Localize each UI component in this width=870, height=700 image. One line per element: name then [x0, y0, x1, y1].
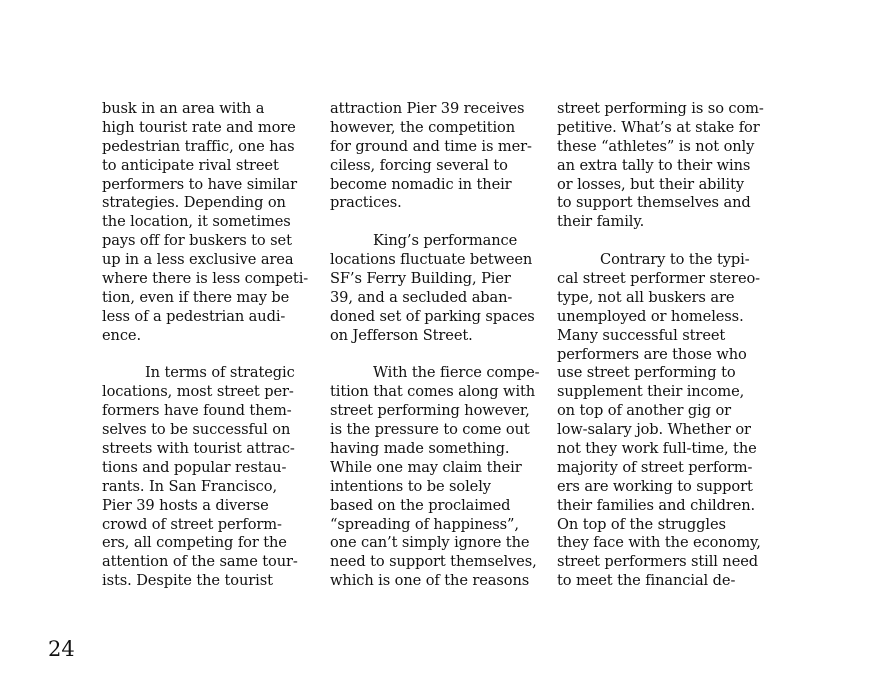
- text-line: Contrary to the typi-: [600, 251, 750, 269]
- text-line: rants. In San Francisco,: [102, 477, 277, 495]
- text-line: pedestrian traffic, one has: [102, 137, 295, 155]
- paragraph: [557, 251, 771, 591]
- text-line: on Jefferson Street.: [330, 326, 473, 344]
- text-line: ers are working to support: [557, 477, 753, 495]
- text-line: is the pressure to come out: [330, 421, 530, 439]
- text-line: With the fierce compe-: [373, 364, 540, 382]
- text-line: to support themselves and: [557, 194, 751, 212]
- text-line: King’s performance: [373, 232, 518, 250]
- text-line: petitive. What’s at stake for: [557, 118, 760, 136]
- paragraph-gap: [330, 213, 544, 232]
- text-line: unemployed or homeless.: [557, 307, 744, 325]
- paragraph-gap: [330, 346, 544, 365]
- paragraph: [330, 364, 544, 591]
- text-line: these “athletes” is not only: [557, 137, 755, 155]
- text-line: their families and children.: [557, 496, 756, 514]
- text-line: become nomadic in their: [330, 175, 512, 193]
- text-line: ers, all competing for the: [102, 534, 287, 552]
- paragraph-gap: [102, 346, 316, 365]
- text-line: performers to have similar: [102, 175, 298, 193]
- text-line: ciless, forcing several to: [330, 156, 508, 174]
- text-line: street performing however,: [330, 402, 530, 420]
- text-line: where there is less competi-: [102, 270, 309, 288]
- text-line: based on the proclaimed: [330, 496, 511, 514]
- paragraph: [557, 100, 771, 232]
- text-line: need to support themselves,: [330, 553, 537, 571]
- text-line: selves to be successful on: [102, 421, 291, 439]
- paragraph: [330, 100, 544, 213]
- text-line: one can’t simply ignore the: [330, 534, 530, 552]
- text-line: an extra tally to their wins: [557, 156, 751, 174]
- text-line: they face with the economy,: [557, 534, 761, 552]
- text-line: or losses, but their ability: [557, 175, 745, 193]
- text-line: intentions to be solely: [330, 477, 491, 495]
- text-line: 39, and a secluded aban-: [330, 288, 513, 306]
- text-line: use street performing to: [557, 364, 736, 382]
- text-line: tition that comes along with: [330, 383, 536, 401]
- text-line: Many successful street: [557, 326, 726, 344]
- text-line: not they work full-time, the: [557, 440, 757, 458]
- text-line: low-salary job. Whether or: [557, 421, 751, 439]
- text-line: attention of the same tour-: [102, 553, 298, 571]
- article-column-1: [102, 100, 316, 591]
- text-line: tion, even if there may be: [102, 288, 290, 306]
- text-line: busk in an area with a: [102, 100, 265, 117]
- text-line: pays off for buskers to set: [102, 232, 292, 250]
- text-line: to anticipate rival street: [102, 156, 279, 174]
- text-line: While one may claim their: [330, 458, 522, 476]
- paragraph-gap: [557, 232, 771, 251]
- text-line: the location, it sometimes: [102, 213, 291, 231]
- text-line: strategies. Depending on: [102, 194, 286, 212]
- text-line: their family.: [557, 213, 645, 231]
- text-line: “spreading of happiness”,: [330, 515, 519, 533]
- paragraph: [102, 364, 316, 591]
- text-line: supplement their income,: [557, 383, 745, 401]
- text-line: type, not all buskers are: [557, 288, 735, 306]
- text-line: cal street performer stereo-: [557, 270, 761, 288]
- text-line: ists. Despite the tourist: [102, 572, 273, 590]
- text-line: On top of the struggles: [557, 515, 726, 533]
- text-line: however, the competition: [330, 118, 516, 136]
- text-line: locations fluctuate between: [330, 251, 533, 269]
- text-line: which is one of the reasons: [330, 572, 530, 590]
- article-column-3: [557, 100, 771, 591]
- text-line: practices.: [330, 194, 402, 212]
- text-line: Pier 39 hosts a diverse: [102, 496, 269, 514]
- text-line: up in a less exclusive area: [102, 251, 294, 269]
- text-line: In terms of strategic: [145, 364, 295, 382]
- text-line: attraction Pier 39 receives: [330, 100, 525, 117]
- text-line: formers have found them-: [102, 402, 292, 420]
- text-line: for ground and time is mer-: [330, 137, 532, 155]
- text-line: high tourist rate and more: [102, 118, 296, 136]
- paragraph: [330, 232, 544, 345]
- text-line: streets with tourist attrac-: [102, 440, 295, 458]
- text-line: on top of another gig or: [557, 402, 732, 420]
- text-line: locations, most street per-: [102, 383, 294, 401]
- text-line: street performers still need: [557, 553, 759, 571]
- text-line: ence.: [102, 326, 141, 344]
- text-line: crowd of street perform-: [102, 515, 282, 533]
- text-line: performers are those who: [557, 345, 747, 363]
- text-line: doned set of parking spaces: [330, 307, 535, 325]
- page-number: 24: [48, 637, 75, 661]
- paragraph: [102, 100, 316, 346]
- text-line: street performing is so com-: [557, 100, 764, 117]
- text-line: majority of street perform-: [557, 458, 753, 476]
- text-line: tions and popular restau-: [102, 458, 287, 476]
- text-line: less of a pedestrian audi-: [102, 307, 286, 325]
- text-line: SF’s Ferry Building, Pier: [330, 270, 511, 288]
- text-line: having made something.: [330, 440, 510, 458]
- article-column-2: [330, 100, 544, 591]
- text-line: to meet the financial de-: [557, 572, 736, 590]
